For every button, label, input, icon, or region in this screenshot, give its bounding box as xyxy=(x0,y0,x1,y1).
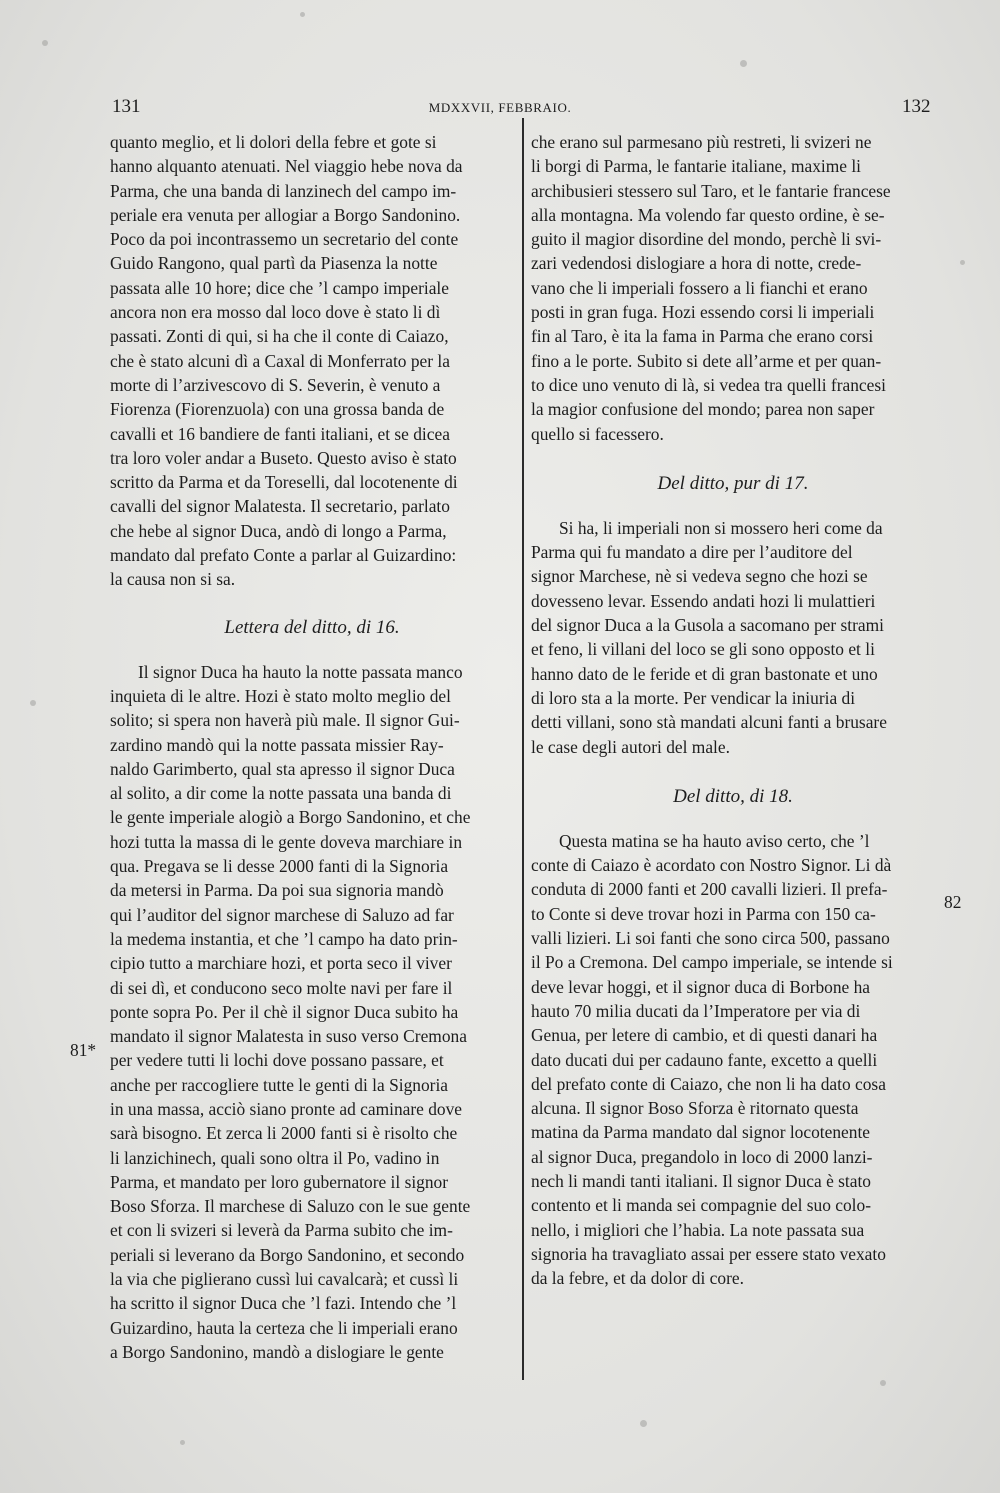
page-number-right: 132 xyxy=(902,96,931,117)
right-paragraph-3: Questa matina se ha hauto aviso certo, che ’l conte di Caiazo è acordato con Nostro Signor. Li dà conduta di 2000 fanti et 200 cavalli lizieri. Il prefa- to Conte si deve trovar hozi in Parma con 150 ca- valli lizieri. Li soi fanti che sono circa 500, passano il Po a Cremona. Del campo imperiale, se intende si deve levar hoggi, et il signor duca di Borbone ha hauto 70 milia ducati da l’Imperatore per via di Genua, per letere di cambio, et di questi danari ha dato ducati dui per cadauno fante, excetto a quelli del prefato conte di Caiazo, che non li ha dato cosa alcuna. Il signor Boso Sforza è ritornato questa matina da Parma mandato dal signor locotenente al signor Duca, pregandolo in loco di 2000 lanzi- nech li mandi tanti italiani. Il signor Duca è stato contento et li manda sei compagnie del suo colo- nello, i migliori che l’habia. La note passata sua signoria ha travagliato assai per essere stato vexato da la febre, et da dolor di core. xyxy=(531,830,893,1289)
running-title: MDXXVII, FEBBRAIO. xyxy=(428,100,572,115)
right-section-heading-1: Del ditto, pur di 17. xyxy=(657,472,809,494)
right-section-heading-2: Del ditto, di 18. xyxy=(673,785,793,807)
right-paragraph-1: che erano sul parmesano più restreti, li svizeri ne li borgi di Parma, le fantarie italiane, maxime li archibusieri stessero sul Taro, et le fantarie francese alla montagna. Ma volendo far questo ordine, è se- guito il magior disordine del mondo, perchè li svi- zari vedendosi dislogiare a hora di notte, crede- vano che li imperiali fossero a li fianchi et erano posti in gran fuga. Hozi essendo corsi li imperiali fin al Taro, è ita la fama in Parma che erano corsi fino a le porte. Subito si dete all’arme et per quan- to dice uno venuto di là, si vedea tra quelli francesi la magior confusione del mondo; parea non saper quello si facessero. xyxy=(531,132,891,444)
left-paragraph-2: Il signor Duca ha hauto la notte passata manco inquieta di le altre. Hozi è stato molto meglio del solito; si spera non haverà più male. Il signor Gui- zardino mandò qui la notte passata missier Ray- naldo Garimberto, qual sta apresso il signor Duca al solito, a dir come la notte passata una banda di le gente imperiale alogiò a Borgo Sandonino, et che hozi tutta la massa di le gente doveva marchiare in qua. Pregava se li desse 2000 fanti di la Signoria da metersi in Parma. Da poi sua signoria mandò qui l’auditor del signor marchese di Saluzo ad far la medema instantia, et che ’l campo ha dato prin- cipio tutto a marchiare hozi, et porta seco il viver di sei dì, et conducono seco molte navi per fare il ponte sopra Po. Per il chè il signor Duca subito ha mandato il signor Malatesta in suso verso Cremona per vedere tutti li lochi dove possano passare, et anche per raccogliere tutte le genti di la Signoria in una massa, acciò siano pronte ad caminare dove sarà bisogno. Et zerca li 2000 fanti si è risolto che li lanzichinech, quali sono oltra il Po, vadino in Parma, et mandato per loro gubernatore il signor Boso Sforza. Il marchese di Saluzo con le sue gente et con li svizeri si leverà da Parma subito che im- periali si leverano da Borgo Sandonino, et secondo la via che piglierano cussì lui cavalcarà; et cussì li ha scritto il signor Duca che ’l fazi. Intendo che ’l Guizardino, hauta la certeza che li imperiali erano a Borgo Sandonino, mandò a dislogiare le gente xyxy=(110,661,471,1362)
page-header xyxy=(0,96,1000,122)
column-divider xyxy=(522,118,524,1380)
margin-number-right: 82 xyxy=(944,892,962,912)
page-number-left: 131 xyxy=(112,96,141,117)
left-section-heading: Lettera del ditto, di 16. xyxy=(224,616,400,638)
right-column xyxy=(531,130,935,1290)
left-column xyxy=(110,130,514,1364)
margin-number-left: 81* xyxy=(70,1040,97,1060)
right-paragraph-2: Si ha, li imperiali non si mossero heri come da Parma qui fu mandato a dire per l’auditore del signor Marchese, nè si vedeva segno che hozi se dovesseno levar. Essendo andati hozi li mulattieri del signor Duca a la Gusola a sacomano per strami et feno, li villani del loco se gli sono opposto et li hanno dato de le feride et di gran bastonate et uno di loro sta a la morte. Per vendicar la iniuria di detti villani, sono stà mandati alcuni fanti a brusare le case degli autori del male. xyxy=(531,517,887,757)
left-paragraph-1: quanto meglio, et li dolori della febre et gote si hanno alquanto atenuati. Nel viaggio hebe nova da Parma, che una banda di lanzinech del campo im- periale era venuta per allogiar a Borgo Sandonino. Poco da poi incontrassemo un secretario del conte Guido Rangono, qual partì da Piasenza la notte passata alle 10 hore; dice che ’l campo imperiale ancora non era mosso dal loco dove è stato li dì passati. Zonti di qui, si ha che il conte di Caiazo, che è stato alcuni dì a Caxal di Monferrato per la morte di l’arzivescovo di S. Severin, è venuto a Fiorenza (Fiorenzuola) con una grossa banda de cavalli et 16 bandiere de fanti italiani, et se dicea tra loro voler andar a Buseto. Questo aviso è stato scritto da Parma et da Toreselli, dal locotenente di cavalli del signor Malatesta. Il secretario, parlato che hebe al signor Duca, andò di longo a Parma, mandato dal prefato Conte a parlar al Guizardino: la causa non si sa. xyxy=(110,132,463,590)
